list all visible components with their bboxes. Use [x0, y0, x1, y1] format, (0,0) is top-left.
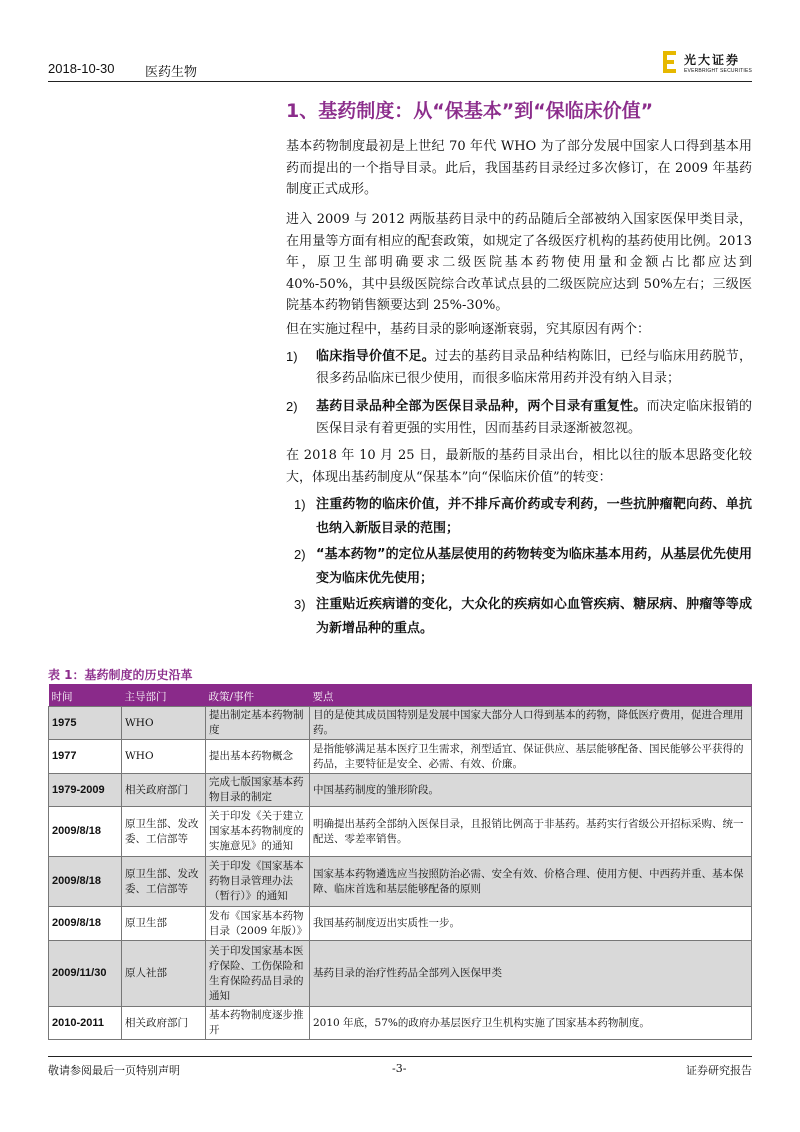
reason-item [286, 346, 752, 390]
cell-policy: 关于印发国家基本医疗保险、工伤保险和生育保险药品目录的通知 [206, 941, 310, 1007]
section-title: 1、基药制度：从“保基本”到“保临床价值” [286, 100, 654, 122]
footer-report-type: 证券研究报告 [686, 1064, 752, 1077]
cell-key-points: 是指能够满足基本医疗卫生需求，剂型适宜、保证供应、基层能够配备、国民能够公平获得的药品，主要特征是安全、必需、有效、价廉。 [310, 740, 752, 774]
reason-text: 而决定临床报销的医保目录有着更强的实用性，因而基药目录逐渐被忽视。 [316, 399, 752, 436]
column-header-department: 主导部门 [122, 685, 206, 707]
cell-key-points: 目的是使其成员国特别是发展中国家大部分人口得到基本的药物，降低医疗费用，促进合理用药。 [310, 707, 752, 740]
table-row [49, 941, 752, 1007]
reason-number: 1) [286, 349, 298, 364]
change-text: 注重药物的临床价值，并不排斥高价药或专利药，一些抗肿瘤靶向药、单抗也纳入新版目录的范围； [316, 497, 752, 536]
paragraph-2009-2012: 进入 2009 与 2012 两版基药目录中的药品随后全部被纳入国家医保甲类目录，在用量等方面有相应的配套政策，如规定了各级医疗机构的基药使用比例。2013 年，原卫生部明确要求二级医院基本药物使用量和金额占比都应达到 40%-50%，其中县级医院综合改革试点县的二级医院应达到 50%左右；三级医院基本药物销售额要达到 25%-30%。 [286, 212, 752, 313]
table-row [49, 1007, 752, 1040]
change-text: “基本药物”的定位从基层使用的药物转变为临床基本用药，从基层优先使用变为临床优先使用； [316, 547, 752, 586]
cell-policy: 提出基本药物概念 [206, 740, 310, 774]
reason-heading: 基药目录品种全部为医保目录品种，两个目录有重复性。 [316, 399, 647, 414]
footer-divider [48, 1056, 752, 1057]
reason-item [286, 396, 752, 440]
cell-key-points: 2010 年底，57%的政府办基层医疗卫生机构实施了国家基本药物制度。 [310, 1007, 752, 1040]
table-row [49, 707, 752, 740]
reason-number: 2) [286, 399, 298, 414]
logo-english-name: EVERBRIGHT SECURITIES [684, 68, 753, 74]
column-header-time: 时间 [49, 685, 122, 707]
column-header-key-points: 要点 [310, 685, 752, 707]
cell-key-points: 国家基本药物遴选应当按照防治必需、安全有效、价格合理、使用方便、中西药并重、基本保障、临床首选和基层能够配备的原则 [310, 857, 752, 907]
paragraph-2018-catalog: 在 2018 年 10 月 25 日，最新版的基药目录出台，相比以往的版本思路变化较大，体现出基药制度从“保基本”向“保临床价值”的转变： [286, 448, 752, 485]
cell-policy: 提出制定基本药物制度 [206, 707, 310, 740]
table-row [49, 807, 752, 857]
table-title: 表 1：基药制度的历史沿革 [48, 668, 193, 682]
cell-time: 2009/11/30 [49, 941, 122, 1007]
cell-key-points: 中国基药制度的雏形阶段。 [310, 774, 752, 807]
table-row [49, 857, 752, 907]
cell-time: 2009/8/18 [49, 907, 122, 941]
table-row [49, 740, 752, 774]
cell-time: 1979-2009 [49, 774, 122, 807]
table-row [49, 907, 752, 941]
table-header-row [49, 685, 752, 707]
cell-time: 2009/8/18 [49, 857, 122, 907]
cell-key-points: 基药目录的治疗性药品全部列入医保甲类 [310, 941, 752, 1007]
footer-disclaimer: 敬请参阅最后一页特别声明 [48, 1064, 180, 1077]
cell-department: WHO [122, 740, 206, 774]
everbright-logo-icon [663, 51, 677, 73]
report-date: 2018-10-30 [48, 61, 115, 76]
cell-policy: 关于印发《关于建立国家基本药物制度的实施意见》的通知 [206, 807, 310, 857]
change-number: 3) [294, 597, 306, 612]
paragraph-intro: 基本药物制度最初是上世纪 70 年代 WHO 为了部分发展中国家人口得到基本用药而提出的一个指导目录。此后，我国基药目录经过多次修订，在 2009 年基药制度正式成形。 [286, 139, 752, 197]
cell-department: 原卫生部、发改委、工信部等 [122, 857, 206, 907]
header-divider [48, 81, 752, 82]
reason-heading: 临床指导价值不足。 [316, 349, 435, 364]
cell-policy: 基本药物制度逐步推开 [206, 1007, 310, 1040]
report-sector: 医药生物 [145, 64, 198, 79]
column-header-policy: 政策/事件 [206, 685, 310, 707]
cell-time: 1977 [49, 740, 122, 774]
cell-department: WHO [122, 707, 206, 740]
policy-history-table [48, 684, 752, 1040]
logo-chinese-name: 光大证券 [684, 53, 741, 67]
cell-department: 相关政府部门 [122, 774, 206, 807]
cell-time: 2009/8/18 [49, 807, 122, 857]
paragraph-decline: 但在实施过程中，基药目录的影响逐渐衰弱，究其原因有两个： [286, 322, 651, 337]
change-item [286, 493, 752, 541]
cell-time: 1975 [49, 707, 122, 740]
cell-department: 原卫生部、发改委、工信部等 [122, 807, 206, 857]
change-item [286, 593, 752, 641]
change-text: 注重贴近疾病谱的变化，大众化的疾病如心血管疾病、糖尿病、肿瘤等等成为新增品种的重点。 [316, 597, 752, 636]
cell-policy: 关于印发《国家基本药物目录管理办法（暂行）》的通知 [206, 857, 310, 907]
change-number: 1) [294, 497, 306, 512]
cell-key-points: 明确提出基药全部纳入医保目录，且报销比例高于非基药。基药实行省级公开招标采购、统一配送、零差率销售。 [310, 807, 752, 857]
cell-policy: 完成七版国家基本药物目录的制定 [206, 774, 310, 807]
cell-department: 相关政府部门 [122, 1007, 206, 1040]
reason-text: 过去的基药目录品种结构陈旧，已经与临床用药脱节，很多药品临床已很少使用，而很多临床常用药并没有纳入目录； [316, 349, 752, 386]
everbright-logo [663, 49, 755, 79]
table-row [49, 774, 752, 807]
cell-policy: 发布《国家基本药物目录（2009 年版）》 [206, 907, 310, 941]
cell-key-points: 我国基药制度迈出实质性一步。 [310, 907, 752, 941]
page-number: -3- [392, 1062, 407, 1075]
change-number: 2) [294, 547, 306, 562]
cell-department: 原人社部 [122, 941, 206, 1007]
change-item [286, 543, 752, 591]
cell-time: 2010-2011 [49, 1007, 122, 1040]
cell-department: 原卫生部 [122, 907, 206, 941]
